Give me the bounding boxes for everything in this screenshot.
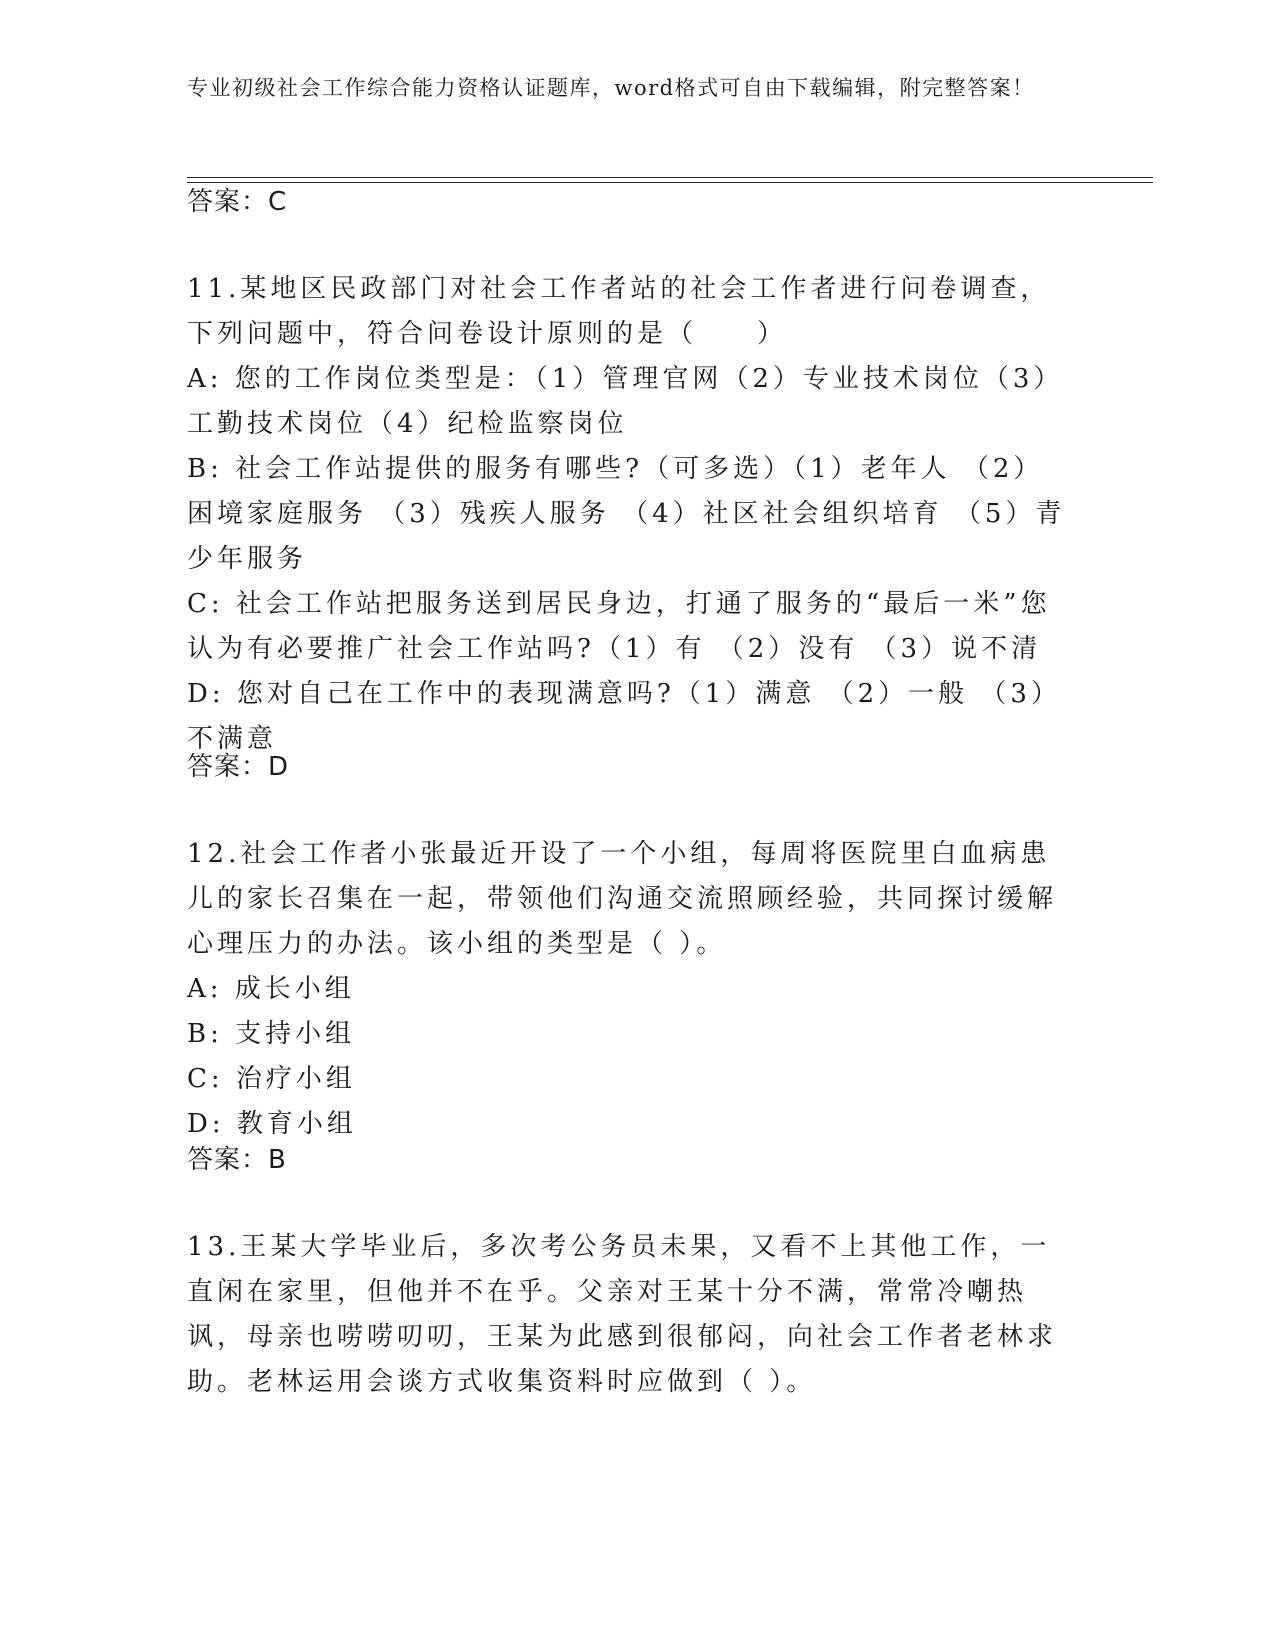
answer-q10: 答案：C	[187, 187, 288, 217]
answer-q11: 答案：D	[187, 752, 290, 782]
question-12-option-a: A: 成长小组	[187, 974, 355, 1004]
answer-q12: 答案：B	[187, 1145, 287, 1175]
question-12-option-b: B: 支持小组	[187, 1019, 356, 1049]
question-12	[187, 832, 1067, 1147]
question-11	[187, 267, 1067, 762]
header-divider-bottom	[187, 182, 1153, 183]
question-11-option-b: B: 社会工作站提供的服务有哪些?（可多选）（1）老年人 （2）困境家庭服务 （3）残疾人服务 （4）社区社会组织培育 （5）青少年服务	[187, 454, 1066, 574]
question-12-option-d: D: 教育小组	[187, 1109, 357, 1139]
question-13-text: 13.王某大学毕业后，多次考公务员未果，又看不上其他工作，一直闲在家里，但他并不在乎。父亲对王某十分不满，常常冷嘲热讽，母亲也唠唠叨叨，王某为此感到很郁闷，向社会工作者老林求助。老林运用会谈方式收集资料时应做到（ ）。	[187, 1232, 1058, 1397]
question-13	[187, 1225, 1067, 1405]
question-11-text: 11.某地区民政部门对社会工作者站的社会工作者进行问卷调查，下列问题中，符合问卷设计原则的是（ ）	[187, 274, 1051, 349]
header-divider-top	[187, 177, 1153, 178]
question-12-option-c: C: 治疗小组	[187, 1064, 356, 1094]
question-12-text: 12.社会工作者小张最近开设了一个小组，每周将医院里白血病患儿的家长召集在一起，带领他们沟通交流照顾经验，共同探讨缓解心理压力的办法。该小组的类型是（ ）。	[187, 839, 1058, 959]
question-11-option-d: D: 您对自己在工作中的表现满意吗?（1）满意 （2）一般 （3）不满意	[187, 679, 1061, 754]
page-header: 专业初级社会工作综合能力资格认证题库，word格式可自由下载编辑，附完整答案！	[187, 76, 1035, 100]
question-11-option-c: C: 社会工作站把服务送到居民身边，打通了服务的“最后一米”您认为有必要推广社会工作站吗?（1）有 （2）没有 （3）说不清	[187, 589, 1051, 664]
question-11-option-a: A: 您的工作岗位类型是：（1）管理官网（2）专业技术岗位（3）工勤技术岗位（4）纪检监察岗位	[187, 364, 1064, 439]
